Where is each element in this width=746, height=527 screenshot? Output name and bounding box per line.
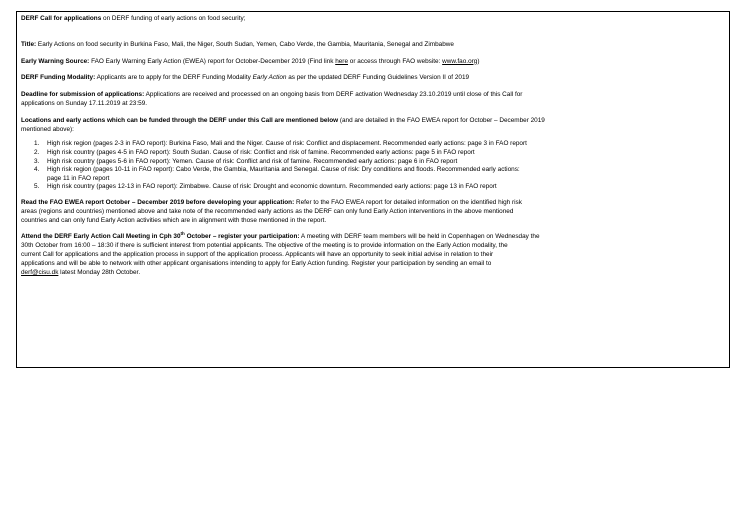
modality-italic: Early Action (252, 74, 287, 82)
attend-heading (21, 233, 300, 240)
read-line-1: Refer to the FAO EWEA report for detailed information on the identified high risk (294, 198, 522, 206)
attend-heading-part-1: Attend the DERF Early Action Call Meeting in Cph 30 (21, 233, 181, 241)
locations-heading: Locations and early actions which can be funded through the DERF under this Call are mentioned below (21, 116, 339, 124)
list-item (21, 140, 724, 149)
attend-heading-part-2: October – register your participation: (184, 233, 300, 241)
title-paragraph (21, 41, 724, 50)
attend-line-3: current Call for applications and the application process in support of the application process. Applicants will have an opportunity to seek initial advise in relation to their (21, 250, 494, 258)
deadline-line-1: Applications are received and processed on an ongoing basis from DERF activation Wednesday 23.10.2019 until close of this Call for (144, 91, 523, 99)
deadline-label: Deadline for submission of applications: (21, 91, 145, 99)
title-text: Early Actions on food security in Burkina Faso, Mali, the Niger, South Sudan, Yemen, Cabo Verde, the Gambia, Mauritania, Senegal and Zimbabwe (36, 40, 454, 48)
list-number: 4. (34, 166, 40, 174)
read-report-heading: Read the FAO EWEA report October – December 2019 before developing your application: (21, 198, 295, 206)
read-report-paragraph (21, 199, 724, 225)
ews-text-3: ) (477, 57, 480, 65)
list-item (21, 149, 724, 158)
intro-heading: DERF Call for applications (21, 15, 102, 22)
ews-text-2: or access through FAO website: (348, 57, 443, 65)
attend-line-4: applications and will be able to network with other applicant organisations intending to apply for Early Action funding. Register your participation by sending an email to (21, 259, 492, 267)
ews-paragraph (21, 58, 724, 67)
list-text-line-2: page 11 in FAO report (47, 174, 110, 182)
attend-line-5: latest Monday 28th October. (58, 268, 141, 276)
locations-line-2: mentioned above): (21, 125, 74, 133)
modality-text-1: Applicants are to apply for the DERF Funding Modality (95, 74, 253, 82)
call-document (16, 11, 730, 368)
locations-text: (and are detailed in the FAO EWEA report for October – December 2019 (338, 116, 545, 124)
fao-website-link[interactable]: www.fao.org (442, 57, 478, 65)
email-link[interactable]: derf@cisu.dk (21, 268, 59, 276)
title-label: Title: (21, 40, 37, 48)
list-text: High risk country (pages 4-5 in FAO report): South Sudan. Cause of risk: Conflict and risk of famine. Recommended early actions: page 5 in FAO report (47, 148, 475, 156)
list-item (21, 158, 724, 167)
list-text (47, 166, 520, 183)
ews-text-1: FAO Early Warning Early Action (EWEA) report for October-December 2019 (Find link (89, 57, 336, 65)
modality-paragraph (21, 74, 724, 83)
attend-meeting-paragraph (21, 233, 724, 277)
deadline-line-2: applications on Sunday 17.11.2019 at 23:59. (21, 99, 148, 107)
attend-heading-sup: th (180, 231, 185, 237)
list-number: 2. (34, 148, 40, 156)
deadline-paragraph (21, 91, 724, 109)
attend-line-1: A meeting with DERF team members will be held in Copenhagen on Wednesday the (299, 233, 540, 241)
list-text: High risk country (pages 5-6 in FAO report): Yemen. Cause of risk: Conflict and risk of famine. Recommended early actions: page 6 in FAO report (47, 157, 458, 165)
list-number: 5. (34, 183, 40, 191)
modality-label: DERF Funding Modality: (21, 74, 96, 82)
attend-line-2: 30th October from 16:00 – 18:30 if there is sufficient interest from potential applicants. The objective of the meeting is to provide information on the Early Action modality, the (21, 242, 508, 250)
intro-text: on DERF funding of early actions on food security; (101, 15, 246, 22)
list-text: High risk region (pages 2-3 in FAO report): Burkina Faso, Mali and the Niger. Cause of risk: Conflict and displacement. Recommended early actions: page 3 in FAO report (47, 140, 527, 148)
read-line-2: areas (regions and countries) mentioned above and take note of the recommended early actions as the DERF can only fund Early Action interventions in the above mentioned (21, 207, 514, 215)
list-number: 3. (34, 157, 40, 165)
list-number: 1. (34, 140, 40, 148)
locations-paragraph (21, 117, 724, 135)
intro-paragraph (21, 15, 724, 24)
here-link[interactable]: here (335, 57, 348, 65)
risk-list (21, 140, 724, 192)
list-text: High risk country (pages 12-13 in FAO report): Zimbabwe. Cause of risk: Drought and economic downturn. Recommended early actions: page 13 in FAO report (47, 183, 497, 191)
read-line-3: countries and can only fund Early Action activities which are in alignment with those mentioned in the report. (21, 216, 327, 224)
list-item (21, 183, 724, 192)
ews-label: Early Warning Source: (21, 57, 90, 65)
list-text-line-1: High risk region (pages 10-11 in FAO report): Cabo Verde, the Gambia, Mauritania and Senegal. Cause of risk: Dry conditions and floods. Recommended early actions: (47, 166, 520, 174)
modality-text-2: as per the updated DERF Funding Guidelines Version II of 2019 (286, 74, 470, 82)
list-item (21, 166, 724, 183)
